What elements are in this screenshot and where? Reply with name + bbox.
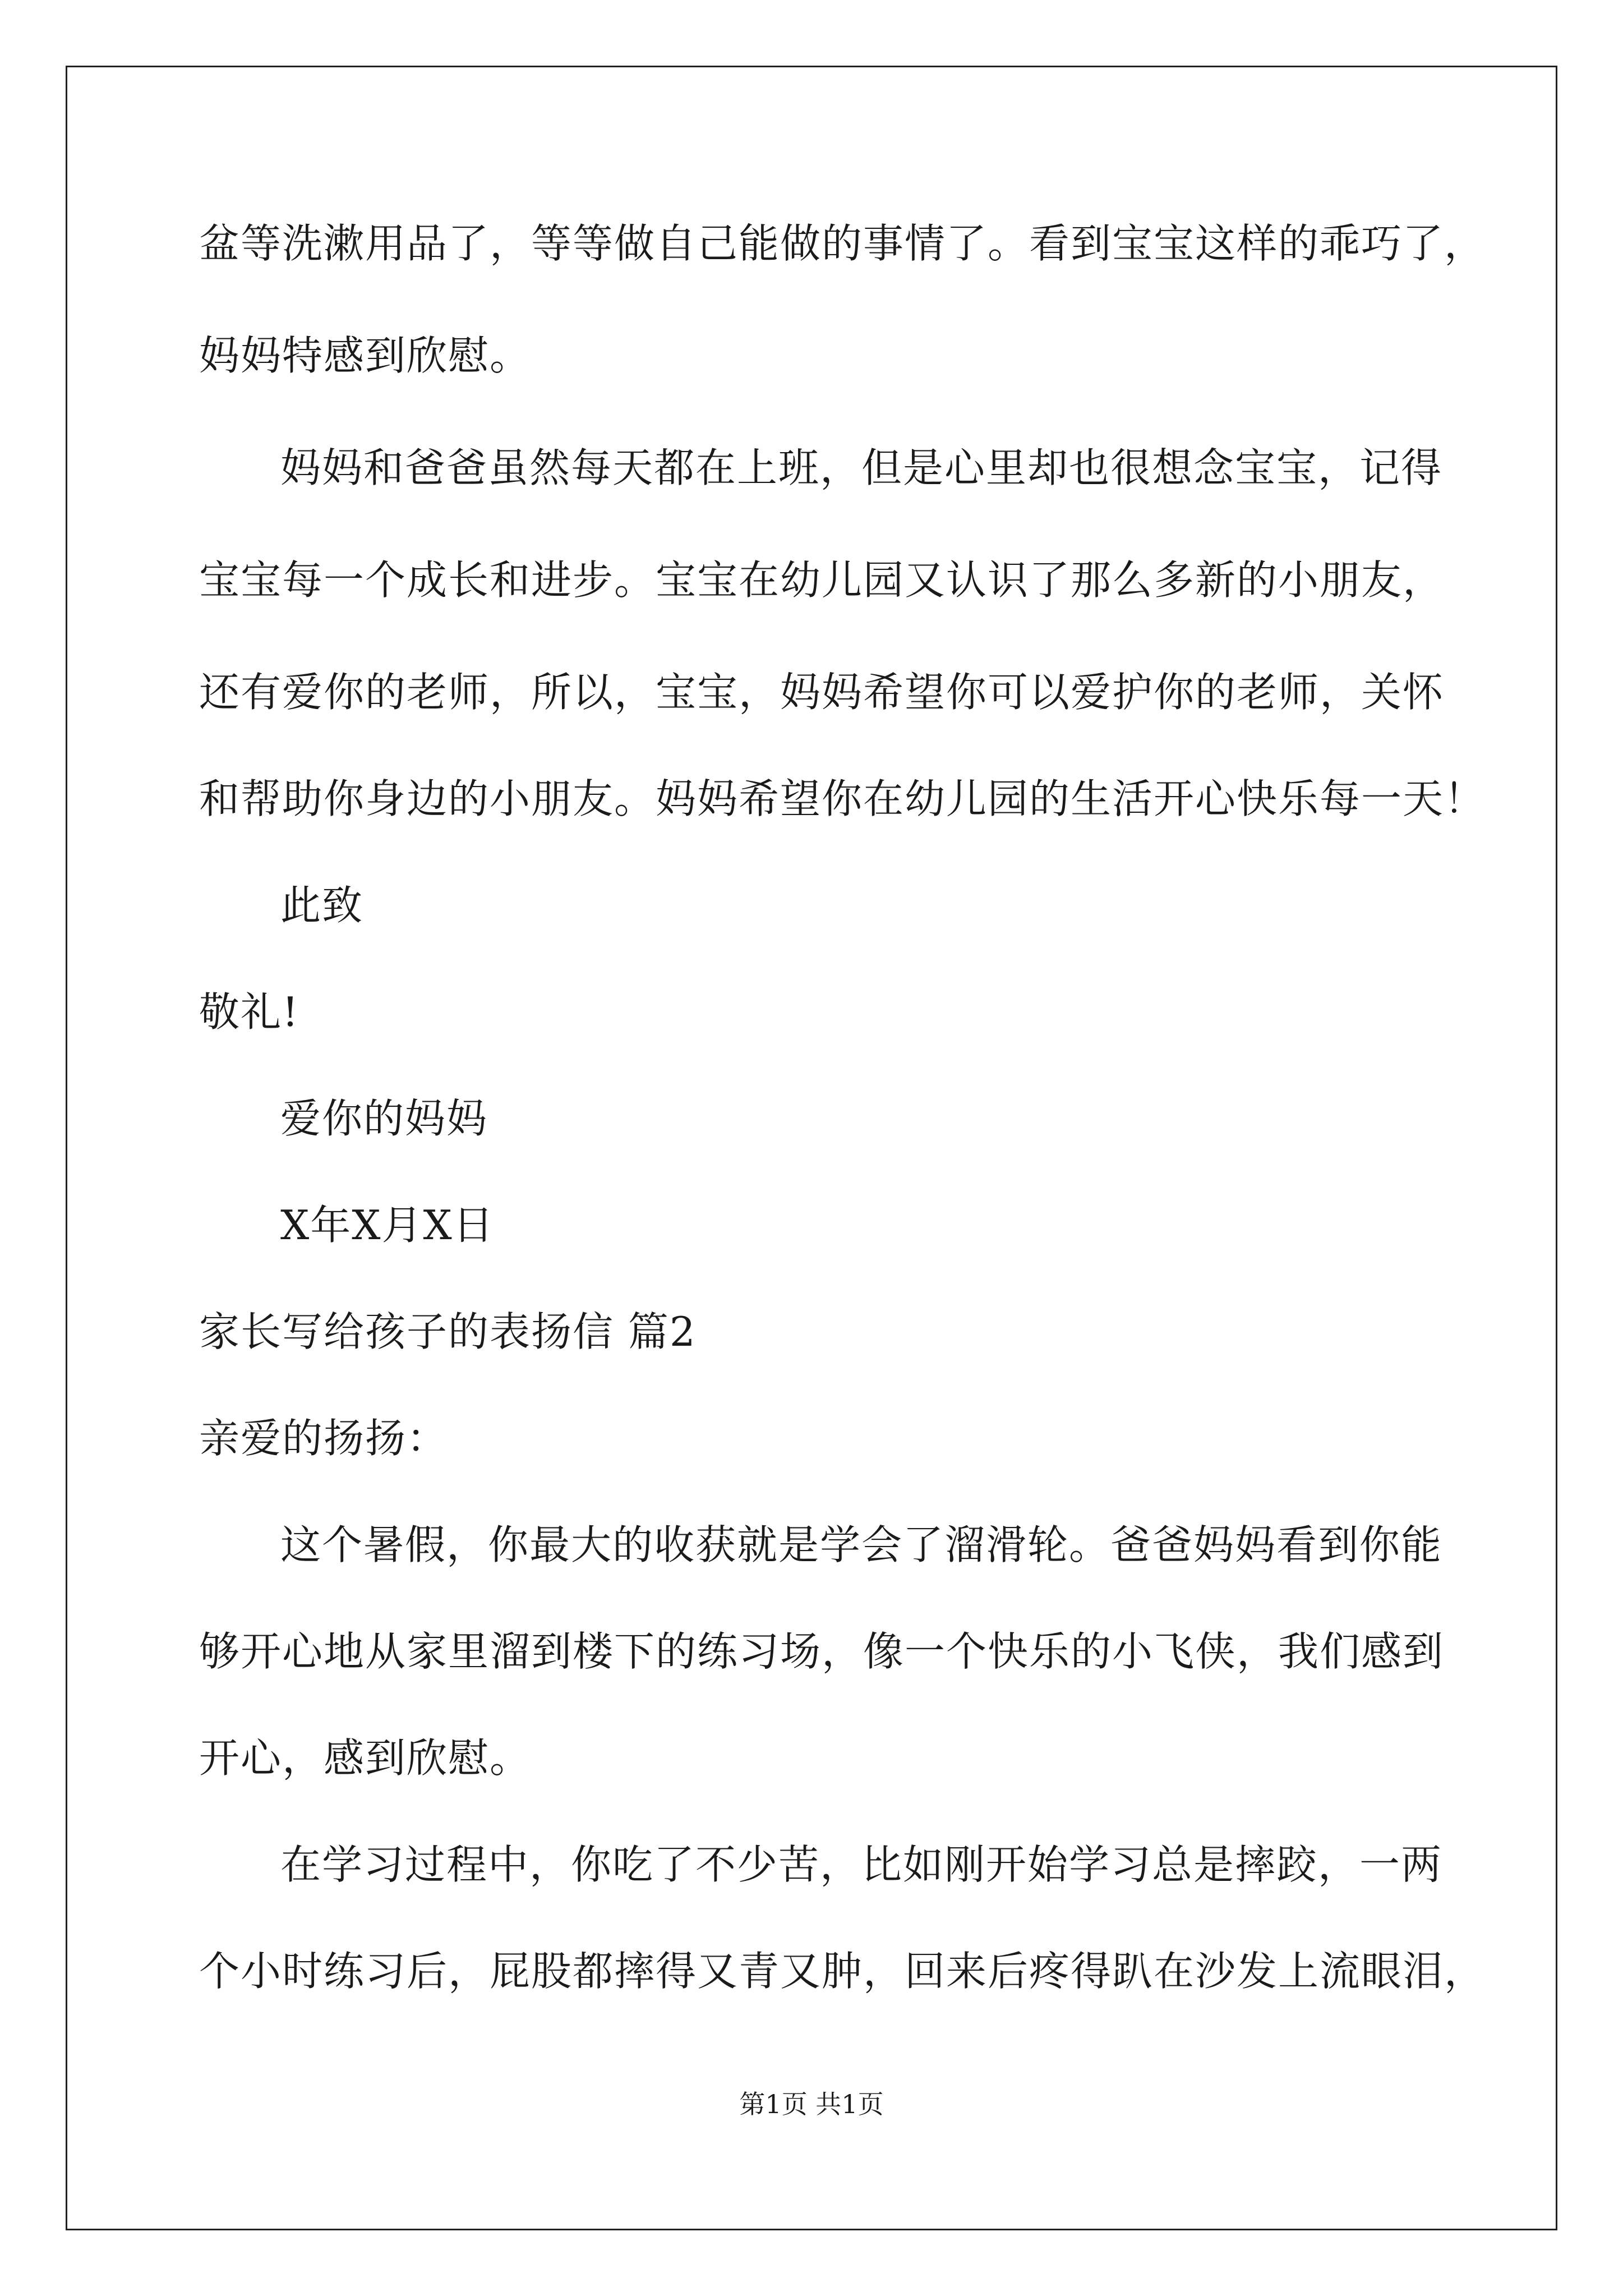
section-heading: 家长写给孩子的表扬信 篇2: [199, 1308, 697, 1355]
body-line-4: 宝宝每一个成长和进步。宝宝在幼儿园又认识了那么多新的小朋友，: [199, 556, 1445, 604]
date-line: X年X月X日: [280, 1202, 495, 1249]
body-line-10: 在学习过程中，你吃了不少苦，比如刚开始学习总是摔跤，一两: [280, 1841, 1443, 1888]
body-line-5: 还有爱你的老师，所以，宝宝，妈妈希望你可以爱护你的老师，关怀: [199, 669, 1445, 716]
body-line-2: 妈妈特感到欣慰。: [199, 332, 532, 379]
page-number-footer: 第1页 共1页: [739, 2089, 884, 2119]
body-line-6: 和帮助你身边的小朋友。妈妈希望你在幼儿园的生活开心快乐每一天！: [199, 775, 1486, 822]
body-line-11: 个小时练习后，屁股都摔得又青又肿，回来后疼得趴在沙发上流眼泪，: [199, 1948, 1486, 1995]
closing-salutation: 此致: [280, 882, 364, 929]
body-line-8: 够开心地从家里溜到楼下的练习场，像一个快乐的小飞侠，我们感到: [199, 1628, 1445, 1675]
greeting: 亲爱的扬扬：: [199, 1415, 449, 1462]
body-line-1: 盆等洗漱用品了，等等做自己能做的事情了。看到宝宝这样的乖巧了，: [199, 220, 1486, 267]
body-line-3: 妈妈和爸爸虽然每天都在上班，但是心里却也很想念宝宝，记得: [280, 444, 1443, 491]
page-border: [66, 66, 1557, 2230]
closing-regards: 敬礼!: [199, 988, 299, 1036]
body-line-9: 开心，感到欣慰。: [199, 1734, 532, 1782]
signature: 爱你的妈妈: [280, 1095, 488, 1142]
body-line-7: 这个暑假，你最大的收获就是学会了溜滑轮。爸爸妈妈看到你能: [280, 1521, 1443, 1568]
